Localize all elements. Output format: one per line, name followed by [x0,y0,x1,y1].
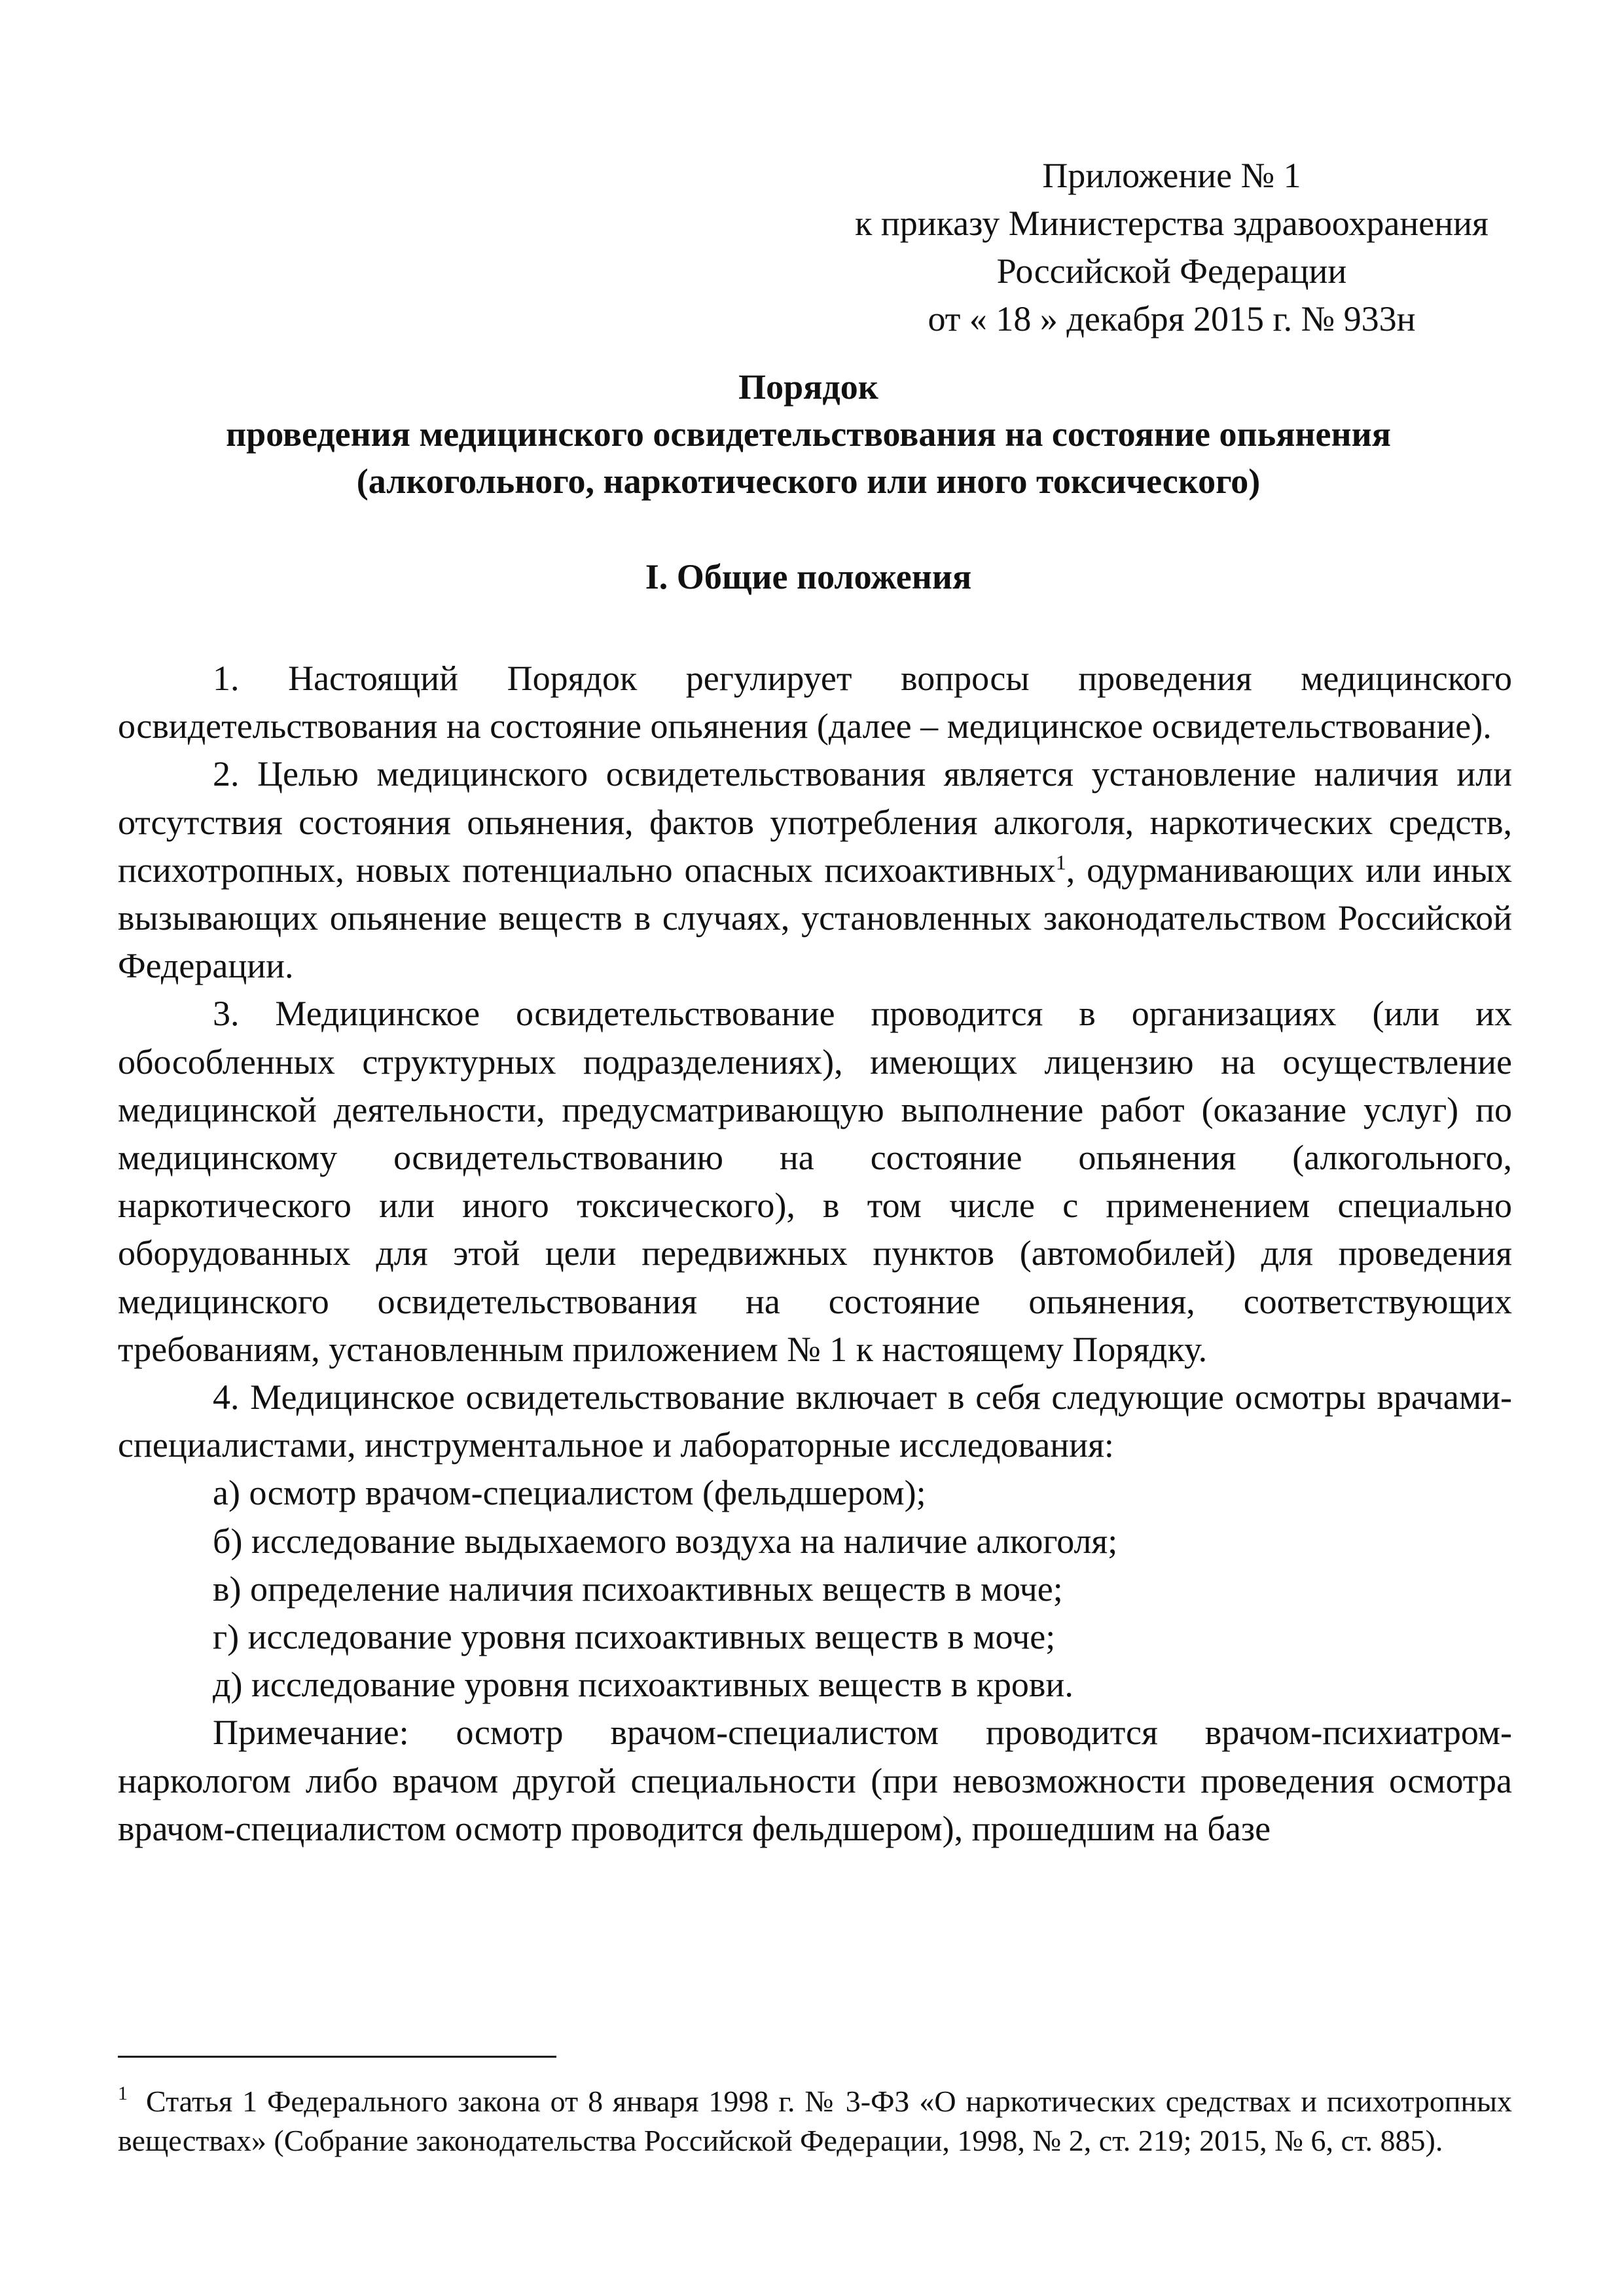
footnote [118,2082,1512,2160]
list-item-v: в) определение наличия психоактивных веществ в моче; [213,1569,1063,1609]
footnote-mark: 1 [118,2083,128,2104]
appendix-number: Приложение № 1 [1042,156,1301,195]
paragraph-2-text-start: 2. Целью медицинского освидетельствования является установление наличия или отсутствия состояния опьянения, фактов употребления алкоголя, наркотических средств, психотропных, новых потенциально опасных психоактивных [118,754,1512,890]
paragraph-2 [118,750,1512,990]
list-item-d: д) исследование уровня психоактивных веществ в крови. [213,1665,1074,1705]
ministry-country: Российской Федерации [996,251,1347,291]
footnote-reference: 1 [1055,850,1066,874]
paragraph-2-text-end: , одурманивающих или иных вызывающих опьянение веществ в случаях, установленных законодательством Российской Федерации. [118,850,1512,986]
paragraph-4: 4. Медицинское освидетельствование включает в себя следующие осмотры врачами-специалистами, инструментальное и лабораторные исследования: [118,1377,1512,1465]
footnote-text: Статья 1 Федерального закона от 8 января 1998 г. № 3-ФЗ «О наркотических средствах и психотропных веществах» (Собрание законодательства Российской Федерации, 1998, № 2, ст. 219; 2015, № 6, ст. 885). [118,2085,1512,2157]
title-line-1: Порядок [738,367,878,407]
order-reference: к приказу Министерства здравоохранения [855,204,1489,243]
list-item-b: б) исследование выдыхаемого воздуха на наличие алкоголя; [213,1521,1118,1561]
section-heading: I. Общие положения [645,557,972,596]
paragraph-3: 3. Медицинское освидетельствование проводится в организациях (или их обособленных структурных подразделениях), имеющих лицензию на осуществление медицинской деятельности, предусматривающую выполнение работ (оказание услуг) по медицинскому освидетельствованию на состояние опьянения (алкогольного, наркотического или иного токсического), в том числе с применением специально оборудованных для этой цели передвижных пунктов (автомобилей) для проведения медицинского освидетельствования на состояние опьянения, соответствующих требованиям, установленным приложением № 1 к настоящему Порядку. [118,994,1512,1369]
paragraph-1: 1. Настоящий Порядок регулирует вопросы проведения медицинского освидетельствования на состояние опьянения (далее – медицинское освидетельствование). [118,659,1512,746]
footnote-divider [118,2056,556,2058]
list-item-g: г) исследование уровня психоактивных веществ в моче; [213,1617,1056,1657]
document-title [118,363,1499,505]
list-item-a: а) осмотр врачом-специалистом (фельдшером); [213,1473,926,1513]
order-date-number: от « 18 » декабря 2015 г. № 933н [928,299,1416,338]
note-paragraph: Примечание: осмотр врачом-специалистом проводится врачом-психиатром-наркологом либо врачом другой специальности (при невозможности проведения осмотра врачом-специалистом осмотр проводится фельдшером), прошедшим на базе [118,1713,1512,1848]
body-text [118,655,1512,1853]
title-line-2: проведения медицинского освидетельствования на состояние опьянения [226,414,1391,454]
appendix-header [815,152,1528,343]
title-line-3: (алкогольного, наркотического или иного токсического) [356,462,1261,501]
